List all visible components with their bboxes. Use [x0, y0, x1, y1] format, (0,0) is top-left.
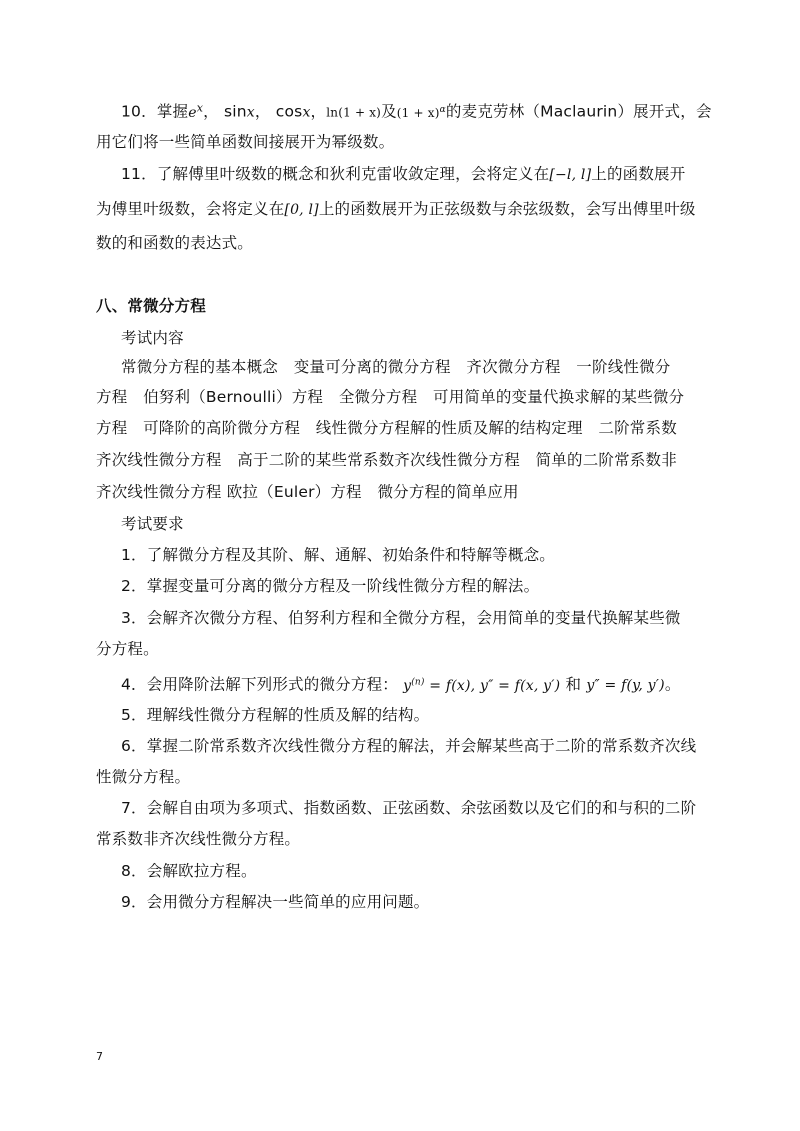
exam-content-line: 方程 可降阶的高阶微分方程 线性微分方程解的性质及解的结构定理 二阶常系数: [96, 419, 677, 437]
requirement-7-line-2: 常系数非齐次线性微分方程。: [96, 830, 301, 848]
cos-var: x: [302, 104, 311, 121]
and-text: 及: [381, 102, 397, 121]
item-11-text-a: 11．了解傅里叶级数的概念和狄利克雷收敛定理，会将定义在: [121, 165, 550, 183]
page-number: 7: [96, 1050, 103, 1063]
separator: ，: [254, 102, 271, 121]
sentence-end: 。: [664, 675, 681, 694]
requirement-3-line-2: 分方程。: [96, 640, 159, 658]
item-11-line-3: 数的和函数的表达式。: [96, 234, 254, 252]
exp-base: e: [188, 104, 197, 121]
item-11-line-1: [121, 163, 737, 186]
requirement-3-line-1: 3．会解齐次微分方程、伯努利方程和全微分方程，会用简单的变量代换解某些微: [121, 609, 681, 627]
exam-content-line: 方程 伯努利（Bernoulli）方程 全微分方程 可用简单的变量代换求解的某些微分: [96, 388, 685, 406]
requirement-8: 8．会解欧拉方程。: [121, 862, 257, 880]
item-11-line-2: [96, 198, 712, 221]
ode-forms-rest: = f(x), y″ = f(x, y′): [424, 677, 561, 694]
exam-content-label: 考试内容: [121, 329, 184, 347]
ode-order-superscript: (n): [411, 677, 425, 687]
sin-label: sin: [223, 102, 247, 121]
sin-var: x: [246, 104, 255, 121]
item-10-text-a: 10．掌握: [121, 102, 189, 121]
exp-superscript: x: [196, 101, 204, 114]
exam-requirements-label: 考试要求: [121, 515, 184, 533]
requirement-2: 2．掌握变量可分离的微分方程及一阶线性微分方程的解法。: [121, 577, 540, 595]
ode-form-3: y″ = f(y, y′): [586, 677, 665, 694]
and-text: 和: [560, 675, 587, 694]
item-10-text-b: 的麦克劳林（Maclaurin）展开式，会: [445, 102, 712, 121]
item-11-text-c: 为傅里叶级数，会将定义在: [96, 200, 285, 218]
interval-neg-l-l: [−l, l]: [549, 167, 592, 183]
requirement-9: 9．会用微分方程解决一些简单的应用问题。: [121, 893, 430, 911]
requirement-1: 1．了解微分方程及其阶、解、通解、初始条件和特解等概念。: [121, 546, 555, 564]
requirement-6-line-1: 6．掌握二阶常系数齐次线性微分方程的解法，并会解某些高于二阶的常系数齐次线: [121, 737, 697, 755]
cos-label: cos: [275, 102, 303, 121]
exam-content-line: 常微分方程的基本概念 变量可分离的微分方程 齐次微分方程 一阶线性微分: [121, 358, 671, 376]
exam-content-line: 齐次线性微分方程 高于二阶的某些常系数齐次线性微分方程 简单的二阶常系数非: [96, 451, 677, 469]
item-10-line-2: 用它们将一些简单函数间接展开为幂级数。: [96, 133, 395, 151]
power-base: (1 + x): [396, 105, 440, 120]
item-10-line-1: [121, 97, 737, 124]
ode-y: y: [403, 677, 412, 694]
requirement-5: 5．理解线性微分方程解的性质及解的结构。: [121, 706, 430, 724]
separator: ，: [203, 102, 219, 121]
item-11-text-d: 上的函数展开为正弦级数与余弦级数，会写出傅里叶级: [318, 200, 696, 218]
exam-content-line: 齐次线性微分方程 欧拉（Euler）方程 微分方程的简单应用: [96, 483, 519, 501]
requirement-6-line-2: 性微分方程。: [96, 768, 191, 786]
section-8-title: 八、常微分方程: [96, 297, 206, 315]
interval-0-l: [0, l]: [284, 202, 319, 218]
ode-form-1: [403, 678, 560, 694]
requirement-7-line-1: 7．会解自由项为多项式、指数函数、正弦函数、余弦函数以及它们的和与积的二阶: [121, 799, 697, 817]
exp-function: [188, 101, 204, 121]
requirement-4-text: 4．会用降阶法解下列形式的微分方程：: [121, 675, 398, 694]
ln-function: ln(1 + x): [326, 105, 382, 120]
requirement-4: [121, 671, 737, 697]
power-function: [397, 106, 446, 120]
separator: ，: [310, 102, 327, 121]
item-11-text-b: 上的函数展开: [591, 165, 686, 183]
power-superscript: α: [439, 104, 446, 115]
